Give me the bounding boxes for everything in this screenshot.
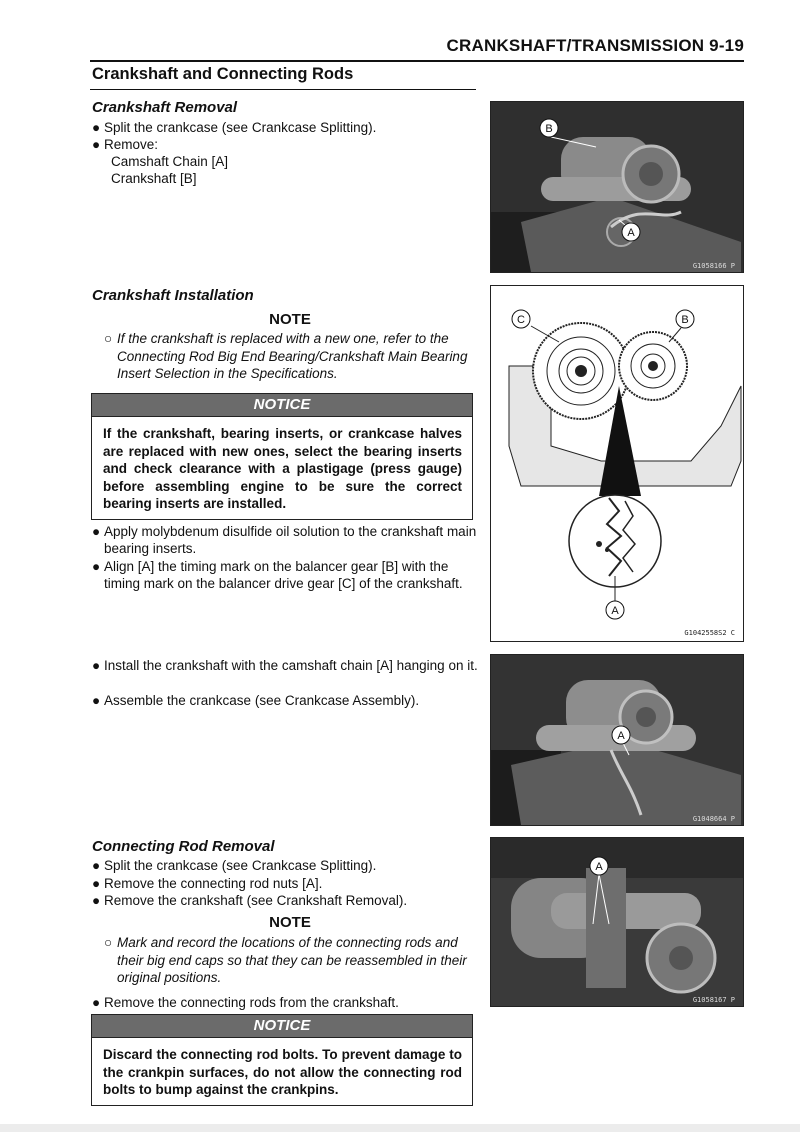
crankshaft-removal-photo: [490, 101, 744, 273]
notice-label: NOTICE: [92, 394, 472, 417]
engine-photo-icon: [491, 102, 743, 272]
bullet-text: Split the crankcase (see Crankcase Splitting).: [104, 120, 377, 135]
list-item: [92, 857, 478, 874]
crankshaft-install-photo: [490, 654, 744, 826]
note-body-text: Mark and record the locations of the connecting rods and their big end caps so that they can be reassembled in their original positions.: [117, 935, 467, 985]
notice-text: If the crankshaft, bearing inserts, or crankcase halves are replaced with new ones, select the bearing inserts and check clearance with a plastigage (press gauge) before assembling engine to be sure the correct bearing inserts are installed.: [103, 426, 462, 511]
figure-code: G1058167 P: [692, 996, 735, 1004]
callout-b: B: [681, 314, 689, 326]
bullet-icon: ●: [92, 876, 101, 891]
section-title: Crankshaft and Connecting Rods: [92, 65, 354, 83]
bullet-text: Remove the crankshaft (see Crankshaft Removal).: [104, 893, 408, 908]
note-label: NOTE: [269, 914, 311, 931]
bullet-icon: ●: [92, 658, 101, 673]
notice-label: NOTICE: [92, 1015, 472, 1038]
note-text: [104, 330, 476, 383]
bullet-icon: ●: [92, 137, 101, 152]
list-item: [92, 692, 478, 709]
installation-title: Crankshaft Installation: [92, 287, 254, 304]
gear-diagram-icon: [491, 286, 743, 641]
figure-code: G1048664 P: [692, 815, 735, 823]
notice-box: [91, 393, 473, 520]
note-label: NOTE: [269, 311, 311, 328]
removal-title: Crankshaft Removal: [92, 99, 238, 116]
bullet-icon: ●: [92, 693, 101, 708]
removal-item-crankshaft: Crankshaft [B]: [111, 171, 197, 186]
bullet-text: Remove:: [104, 137, 159, 152]
removal-item-chain: Camshaft Chain [A]: [111, 154, 229, 169]
rod-removal-title: Connecting Rod Removal: [92, 838, 275, 855]
engine-photo-icon: [491, 655, 743, 825]
bullet-text: Remove the connecting rod nuts [A].: [104, 876, 323, 891]
page-bottom-band: [0, 1124, 800, 1132]
list-item: [92, 523, 478, 557]
bullet-icon: ●: [92, 120, 101, 135]
engine-photo-icon: [491, 838, 743, 1006]
bullet-icon: ●: [92, 559, 101, 574]
callout-c: C: [517, 314, 525, 326]
bullet-text: Assemble the crankcase (see Crankcase Assembly).: [104, 693, 420, 708]
figure-code: G1042558S2 C: [684, 629, 735, 637]
bullet-text: Apply molybdenum disulfide oil solution to the crankshaft main bearing inserts.: [104, 524, 477, 556]
list-item: [92, 875, 478, 892]
bullet-icon: ●: [92, 893, 101, 908]
notice-box: [91, 1014, 473, 1106]
running-head: CRANKSHAFT/TRANSMISSION 9-19: [446, 36, 744, 55]
callout-a: A: [627, 227, 635, 239]
figure-code: G1058166 P: [692, 262, 735, 270]
callout-a: A: [595, 861, 603, 873]
notice-text: Discard the connecting rod bolts. To prevent damage to the crankpin surfaces, do not allow the connecting rod bolts to bump against the crankpins.: [103, 1047, 462, 1097]
connecting-rod-photo: [490, 837, 744, 1007]
header-rule: [90, 60, 744, 62]
note-marker-icon: ○: [104, 331, 113, 346]
list-item: [92, 892, 478, 909]
note-text: [104, 934, 476, 987]
callout-a: A: [617, 730, 625, 742]
note-body-text: If the crankshaft is replaced with a new one, refer to the Connecting Rod Big End Bearing/Crankshaft Main Bearing Insert Selection in the Specifications.: [117, 331, 468, 381]
bullet-icon: ●: [92, 524, 101, 539]
list-item: [92, 136, 478, 153]
bullet-icon: ●: [92, 858, 101, 873]
bullet-text: Remove the connecting rods from the crankshaft.: [104, 995, 399, 1010]
list-item: [92, 119, 478, 136]
bullet-text: Align [A] the timing mark on the balancer gear [B] with the timing mark on the balancer drive gear [C] of the crankshaft.: [104, 559, 463, 591]
callout-a: A: [611, 605, 619, 617]
callout-b: B: [545, 123, 553, 135]
section-rule: [90, 89, 476, 90]
bullet-text: Split the crankcase (see Crankcase Splitting).: [104, 858, 377, 873]
list-item: [92, 657, 478, 674]
note-marker-icon: ○: [104, 935, 113, 950]
list-item: [92, 994, 478, 1011]
bullet-text: Install the crankshaft with the camshaft chain [A] hanging on it.: [104, 658, 478, 673]
timing-mark-diagram: [490, 285, 744, 642]
list-item: [92, 558, 478, 592]
bullet-icon: ●: [92, 995, 101, 1010]
